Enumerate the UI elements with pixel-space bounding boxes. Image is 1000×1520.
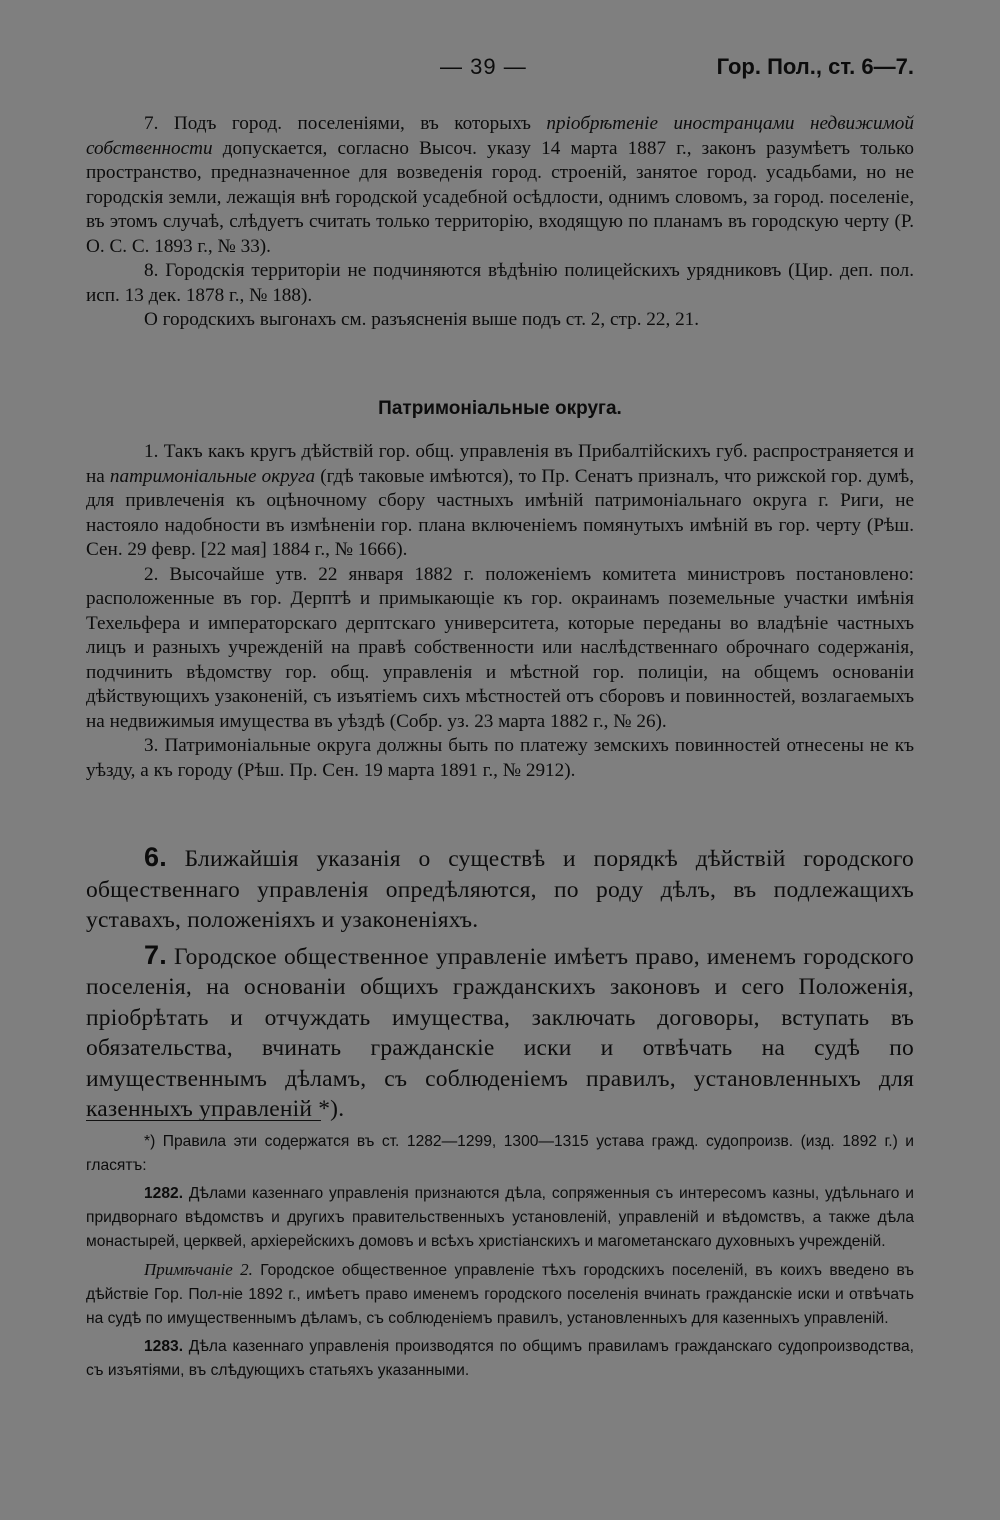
section-heading: Патримоніальные округа. (378, 398, 622, 419)
page-number: — 39 — (440, 54, 527, 79)
note-7: 7. Подъ город. поселеніями, въ которыхъ пріобрѣтеніе иностранцами недвижимой собственности допускается, согласно Высоч. указу 14 марта 1887 г., законъ разумѣетъ только пространство, предназначенное для возведенія город. строеній, занятое город. усадьбами, но не городскія земли, лежащія внѣ городской усадебной осѣдлости, однимъ словомъ, за город. поселеніе, въ этомъ случаѣ, слѣдуетъ считать только территорію, входящую по планамъ въ городскую черту (Р. О. С. С. 1893 г., № 33). (86, 113, 914, 257)
patrimonial-1: 1. Такъ какъ кругъ дѣйствій гор. общ. управленія въ Прибалтійскихъ губ. распространяется и на патримоніальные округа (гдѣ таковые имѣются), то Пр. Сенатъ призналъ, что рижской гор. думѣ, для привлеченія къ оцѣночному сбору частныхъ имѣній патримоніальнаго округа г. Риги, не настояло надобности въ измѣненіи гор. плана включеніемъ помянутыхъ имѣній въ гор. черту (Рѣш. Сен. 29 февр. [22 мая] 1884 г., № 1666). (86, 441, 914, 560)
footnote-block (86, 1130, 914, 1383)
note-8: 8. Городскія территоріи не подчиняются вѣдѣнію полицейскихъ урядниковъ (Цир. деп. пол. исп. 13 дек. 1878 г., № 188). (86, 260, 914, 306)
page-header (86, 52, 914, 86)
footnote-divider (86, 1120, 321, 1121)
footnote-intro: *) Правила эти содержатся въ ст. 1282—1299, 1300—1315 устава гражд. судопроизв. (изд. 1892 г.) и гласятъ: (86, 1133, 914, 1174)
footnote-note-2: Примѣчаніе 2. Городское общественное управленіе тѣхъ городскихъ поселеній, въ коихъ введено въ дѣйствіе Гор. Пол-ніе 1892 г., имѣетъ право именемъ городского поселенія вчинать гражданскіе иски и отвѣчать на судѣ по имущественнымъ дѣламъ, съ соблюденіемъ правилъ, установленныхъ для казенныхъ управленій. (86, 1260, 915, 1327)
article-6-number: 6. (144, 842, 167, 872)
footnote-article-1282: 1282. Дѣлами казеннаго управленія признаются дѣла, сопряженныя съ интересомъ казны, удѣльнаго и придворнаго вѣдомствъ и другихъ правительственныхъ установленій, управленій и вѣдомствъ, а также дѣла монастырей, церквей, архіерейскихъ домовъ и всѣхъ христіанскихъ и магометанскаго духовныхъ учрежденій. (86, 1185, 914, 1250)
article-7-number: 7. (144, 939, 167, 970)
footnote-article-1283: 1283. Дѣла казеннаго управленія производятся по общимъ правиламъ гражданскаго судопроизводства, съ изъятіями, въ слѣдующихъ статьяхъ указанными. (86, 1338, 914, 1379)
article-7: 7. Городское общественное управленіе имѣетъ право, именемъ городского поселенія, на основаніи общихъ гражданскихъ законовъ и сего Положенія, пріобрѣтать и отчуждать имущества, заключать договоры, вступать въ обязательства, вчинать гражданскіе иски и отвѣчать на судѣ по имущественнымъ дѣламъ, съ соблюденіемъ правилъ, установленныхъ для казенныхъ управленій *). (86, 939, 914, 1122)
note-pastures: О городскихъ выгонахъ см. разъясненія выше подъ ст. 2, стр. 22, 21. (144, 309, 700, 330)
patrimonial-2: 2. Высочайше утв. 22 января 1882 г. положеніемъ комитета министровъ постановлено: расположенные въ гор. Дерптѣ и примыкающіе къ гор. окраинамъ поземельные участки имѣнія Техельфера и императорскаго дерптскаго университета, которые переданы во владѣніе частныхъ лицъ и разныхъ учрежденій на правѣ собственности или наслѣдственнаго оброчнаго содержанія, подчинить вѣдомству гор. общ. управленія и мѣстной гор. полиціи, на общемъ основаніи дѣйствующихъ узаконеній, съ изъятіемъ сихъ мѣстностей отъ сборовъ и повинностей, возлагаемыхъ на недвижимыя имущества въ уѣздѣ (Собр. уз. 23 марта 1882 г., № 26). (86, 563, 914, 732)
running-title: Гор. Пол., ст. 6—7. (716, 54, 914, 79)
articles-block (86, 842, 914, 1125)
notes-block (86, 112, 914, 333)
patrimonial-3: 3. Патримоніальные округа должны быть по платежу земскихъ повинностей отнесены не къ уѣзду, а къ городу (Рѣш. Пр. Сен. 19 марта 1891 г., № 2912). (86, 735, 914, 781)
patrimonial-block (86, 440, 914, 783)
article-6: 6. Ближайшія указанія о существѣ и порядкѣ дѣйствій городского общественнаго управленія опредѣляются, по роду дѣлъ, въ подлежащихъ уставахъ, положеніяхъ и узаконеніяхъ. (86, 842, 914, 933)
section-heading-wrap (86, 398, 914, 420)
